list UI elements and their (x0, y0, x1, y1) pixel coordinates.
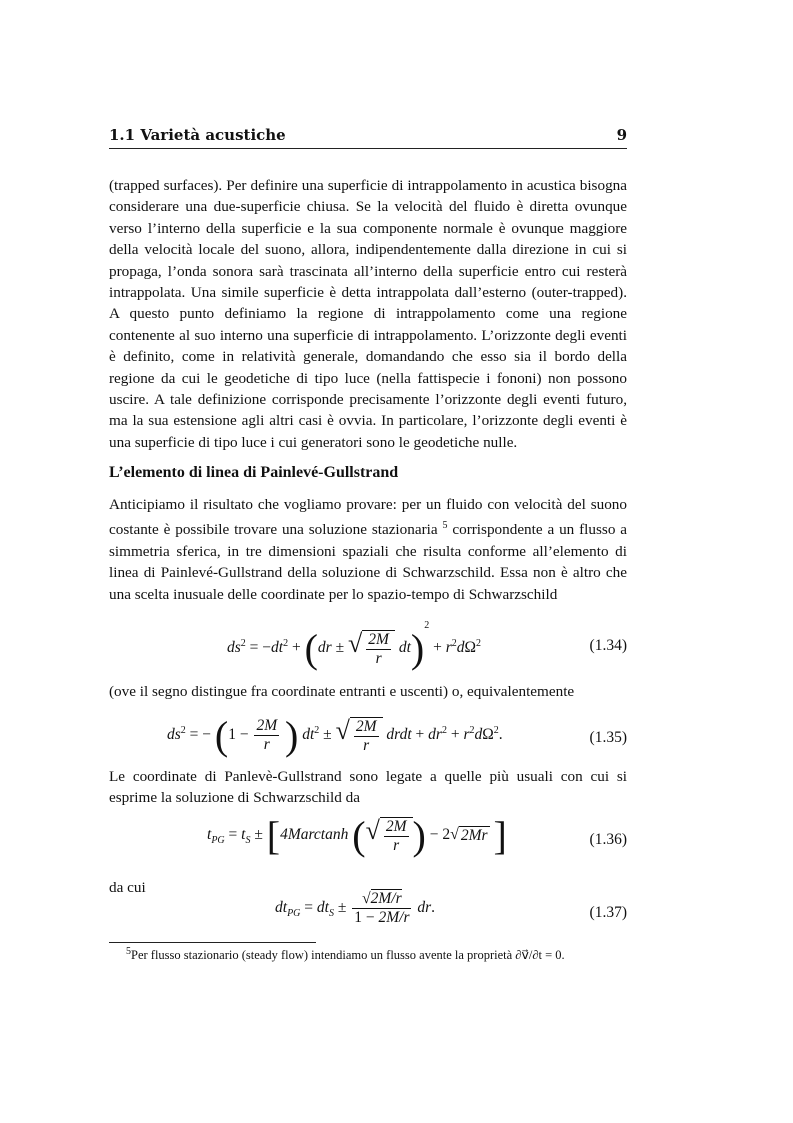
section-title: 1.1 Varietà acustiche (109, 126, 286, 144)
paragraph-text-b: corrispondente a un flusso a simmetria sferica, in tre dimensioni spaziali che risulta conforme all’elemento di linea di Painlevé-Gullstrand della soluzione di Schwarzschild. Essa non è altro che una scelta inusuale delle coordinate per lo spazio-tempo di Schwarzschild (109, 521, 628, 603)
equation-1-35 (109, 712, 627, 768)
subsection-heading: L’elemento di linea di Painlevé-Gullstrand (109, 464, 399, 481)
paragraph-da-cui: da cui (109, 879, 146, 896)
equation-number: (1.36) (589, 831, 627, 848)
equation-1-36-body: $t_{PG} = t_S \pm [4Marctanh$ (√ $\frac{2M}{r}$ ) − 2√ 2Mr ] (207, 813, 507, 858)
equation-number: (1.35) (589, 729, 627, 746)
equation-1-37 (109, 890, 627, 934)
footnote-ref[interactable]: 5 (442, 520, 448, 532)
page-number: 9 (616, 126, 627, 144)
equation-1-37-body: $dt_{PG} = dt_S$ ± $\frac{√2M/r}{1 - 2M/r}$ dr. (275, 890, 436, 926)
footnote-rule (109, 942, 316, 943)
equation-number: (1.37) (589, 904, 627, 921)
equation-1-35-body: $ds^2$ = − (1 − $\frac{2M}{r}$ ) $dt^2$ ± √ $\frac{2M}{r}$ drdt + $dr^2 + r^2d\Omega^2$. (167, 713, 503, 758)
footnote (109, 946, 627, 963)
footnote-mark: 5 (126, 946, 131, 957)
paragraph-sign-note: (ove il segno distingue fra coordinate entranti e uscenti) o, equivalentemente (109, 683, 575, 700)
footnote-text: Per flusso stazionario (steady flow) intendiamo un flusso avente la proprietà ∂v⃗/∂t = 0. (131, 948, 565, 963)
paragraph-trapped-surfaces: (trapped surfaces). Per definire una superficie di intrappolamento in acustica bisogna considerare una due-superficie chiusa. Se la velocità del fluido è diretta ovunque verso l’interno della superficie e la sua componente normale è ovunque maggiore della velocità locale del suono, allora, indipendentemente dalla direzione in cui si propaga, l’onda sonora sarà trascinata all’interno della superficie entro cui resterà intrappolata. Una simile superficie è detta intrappolata dall’esterno (outer-trapped). A questo punto definiamo la regione di intrappolamento come una regione contenente al suo interno una superficie di intrappolamento. L’orizzonte degli eventi è definito, come in relatività generale, domandando che esso sia il bordo della regione da cui le geodetiche di tipo luce (nella fattispecie i fononi) non possono uscire. A tale definizione corrisponde precisamente l’orizzonte degli eventi futuro, ma la sua estensione agli altri casi è ovvia. In particolare, l’orizzonte degli eventi è una superficie di tipo luce i cui generatori sono le geodetiche nulle. (109, 177, 627, 451)
paragraph-coordinates: Le coordinate di Panlevè-Gullstrand sono legate a quelle più usuali con cui si esprime la soluzione di Schwarzschild da (109, 768, 627, 807)
running-header (109, 126, 627, 149)
paragraph-text-a: Anticipiamo il risultato che vogliamo provare: per un fluido con velocità del suono costante è possibile trovare una soluzione stazionaria (109, 496, 627, 539)
equation-1-34 (109, 620, 627, 676)
equation-number: (1.34) (589, 637, 627, 654)
equation-1-34-body: $ds^2 = -dt^2 + (dr$ ± √ $\frac{2M}{r}$ $dt)^2 + r^2d\Omega^2$ (227, 620, 482, 671)
paragraph-painleve-intro (109, 494, 627, 605)
equation-1-36 (109, 812, 627, 868)
